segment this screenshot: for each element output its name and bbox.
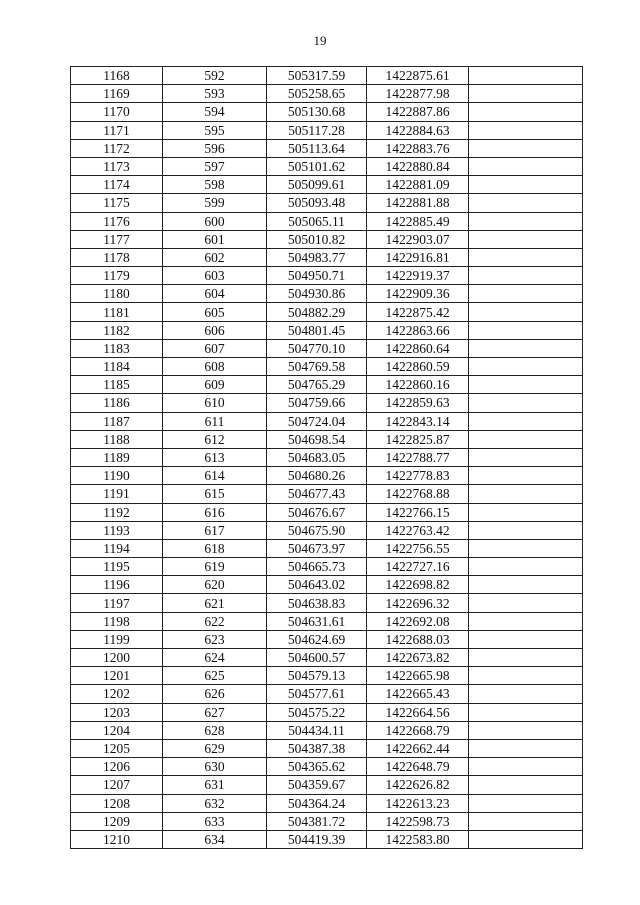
point-number-cell: 1172 <box>71 139 163 157</box>
empty-cell <box>469 758 583 776</box>
y-coordinate-cell: 1422909.36 <box>367 285 469 303</box>
point-id-cell: 592 <box>163 67 267 85</box>
x-coordinate-cell: 504624.69 <box>267 630 367 648</box>
y-coordinate-cell: 1422696.32 <box>367 594 469 612</box>
point-number-cell: 1175 <box>71 194 163 212</box>
point-number-cell: 1198 <box>71 612 163 630</box>
x-coordinate-cell: 504683.05 <box>267 448 367 466</box>
point-id-cell: 613 <box>163 448 267 466</box>
empty-cell <box>469 339 583 357</box>
point-number-cell: 1204 <box>71 721 163 739</box>
table-row <box>71 412 583 430</box>
table-row <box>71 67 583 85</box>
y-coordinate-cell: 1422877.98 <box>367 85 469 103</box>
table-row <box>71 121 583 139</box>
empty-cell <box>469 721 583 739</box>
x-coordinate-cell: 504577.61 <box>267 685 367 703</box>
empty-cell <box>469 321 583 339</box>
point-number-cell: 1195 <box>71 558 163 576</box>
point-id-cell: 615 <box>163 485 267 503</box>
point-number-cell: 1169 <box>71 85 163 103</box>
point-id-cell: 604 <box>163 285 267 303</box>
y-coordinate-cell: 1422863.66 <box>367 321 469 339</box>
table-row <box>71 539 583 557</box>
y-coordinate-cell: 1422860.64 <box>367 339 469 357</box>
point-id-cell: 616 <box>163 503 267 521</box>
point-id-cell: 631 <box>163 776 267 794</box>
point-number-cell: 1168 <box>71 67 163 85</box>
y-coordinate-cell: 1422881.88 <box>367 194 469 212</box>
empty-cell <box>469 412 583 430</box>
point-id-cell: 608 <box>163 358 267 376</box>
x-coordinate-cell: 504638.83 <box>267 594 367 612</box>
empty-cell <box>469 85 583 103</box>
table-row <box>71 339 583 357</box>
point-number-cell: 1206 <box>71 758 163 776</box>
point-id-cell: 595 <box>163 121 267 139</box>
empty-cell <box>469 285 583 303</box>
empty-cell <box>469 539 583 557</box>
table-row <box>71 721 583 739</box>
empty-cell <box>469 558 583 576</box>
point-number-cell: 1184 <box>71 358 163 376</box>
point-number-cell: 1171 <box>71 121 163 139</box>
point-number-cell: 1196 <box>71 576 163 594</box>
point-number-cell: 1188 <box>71 430 163 448</box>
table-row <box>71 139 583 157</box>
coordinate-table <box>70 66 583 849</box>
y-coordinate-cell: 1422648.79 <box>367 758 469 776</box>
empty-cell <box>469 103 583 121</box>
x-coordinate-cell: 505117.28 <box>267 121 367 139</box>
point-number-cell: 1186 <box>71 394 163 412</box>
table-row <box>71 630 583 648</box>
y-coordinate-cell: 1422688.03 <box>367 630 469 648</box>
empty-cell <box>469 503 583 521</box>
y-coordinate-cell: 1422766.15 <box>367 503 469 521</box>
point-id-cell: 614 <box>163 467 267 485</box>
y-coordinate-cell: 1422665.43 <box>367 685 469 703</box>
point-id-cell: 624 <box>163 649 267 667</box>
y-coordinate-cell: 1422626.82 <box>367 776 469 794</box>
empty-cell <box>469 521 583 539</box>
point-number-cell: 1197 <box>71 594 163 612</box>
point-number-cell: 1192 <box>71 503 163 521</box>
x-coordinate-cell: 504698.54 <box>267 430 367 448</box>
point-id-cell: 623 <box>163 630 267 648</box>
table-row <box>71 612 583 630</box>
table-row <box>71 739 583 757</box>
point-number-cell: 1208 <box>71 794 163 812</box>
table-row <box>71 448 583 466</box>
empty-cell <box>469 303 583 321</box>
x-coordinate-cell: 504387.38 <box>267 739 367 757</box>
empty-cell <box>469 157 583 175</box>
table-row <box>71 376 583 394</box>
x-coordinate-cell: 504381.72 <box>267 812 367 830</box>
point-id-cell: 617 <box>163 521 267 539</box>
table-row <box>71 230 583 248</box>
point-number-cell: 1193 <box>71 521 163 539</box>
empty-cell <box>469 812 583 830</box>
y-coordinate-cell: 1422881.09 <box>367 176 469 194</box>
point-id-cell: 609 <box>163 376 267 394</box>
point-id-cell: 626 <box>163 685 267 703</box>
table-row <box>71 703 583 721</box>
point-id-cell: 627 <box>163 703 267 721</box>
x-coordinate-cell: 504950.71 <box>267 267 367 285</box>
x-coordinate-cell: 505130.68 <box>267 103 367 121</box>
y-coordinate-cell: 1422662.44 <box>367 739 469 757</box>
point-number-cell: 1209 <box>71 812 163 830</box>
point-number-cell: 1179 <box>71 267 163 285</box>
table-row <box>71 649 583 667</box>
table-row <box>71 248 583 266</box>
point-number-cell: 1190 <box>71 467 163 485</box>
y-coordinate-cell: 1422883.76 <box>367 139 469 157</box>
table-row <box>71 521 583 539</box>
table-row <box>71 430 583 448</box>
empty-cell <box>469 430 583 448</box>
point-id-cell: 630 <box>163 758 267 776</box>
point-id-cell: 621 <box>163 594 267 612</box>
table-row <box>71 212 583 230</box>
table-row <box>71 303 583 321</box>
x-coordinate-cell: 504801.45 <box>267 321 367 339</box>
point-number-cell: 1207 <box>71 776 163 794</box>
point-number-cell: 1174 <box>71 176 163 194</box>
point-number-cell: 1177 <box>71 230 163 248</box>
x-coordinate-cell: 505099.61 <box>267 176 367 194</box>
x-coordinate-cell: 504930.86 <box>267 285 367 303</box>
point-id-cell: 601 <box>163 230 267 248</box>
y-coordinate-cell: 1422884.63 <box>367 121 469 139</box>
empty-cell <box>469 176 583 194</box>
x-coordinate-cell: 504631.61 <box>267 612 367 630</box>
table-body <box>71 67 583 849</box>
x-coordinate-cell: 504365.62 <box>267 758 367 776</box>
point-number-cell: 1202 <box>71 685 163 703</box>
point-number-cell: 1176 <box>71 212 163 230</box>
table-row <box>71 103 583 121</box>
table-row <box>71 467 583 485</box>
point-number-cell: 1182 <box>71 321 163 339</box>
empty-cell <box>469 121 583 139</box>
x-coordinate-cell: 505113.64 <box>267 139 367 157</box>
table-row <box>71 758 583 776</box>
point-number-cell: 1173 <box>71 157 163 175</box>
table-row <box>71 85 583 103</box>
empty-cell <box>469 212 583 230</box>
point-number-cell: 1170 <box>71 103 163 121</box>
empty-cell <box>469 448 583 466</box>
empty-cell <box>469 230 583 248</box>
empty-cell <box>469 776 583 794</box>
y-coordinate-cell: 1422887.86 <box>367 103 469 121</box>
y-coordinate-cell: 1422698.82 <box>367 576 469 594</box>
point-id-cell: 598 <box>163 176 267 194</box>
y-coordinate-cell: 1422916.81 <box>367 248 469 266</box>
x-coordinate-cell: 504677.43 <box>267 485 367 503</box>
y-coordinate-cell: 1422788.77 <box>367 448 469 466</box>
point-id-cell: 618 <box>163 539 267 557</box>
empty-cell <box>469 594 583 612</box>
x-coordinate-cell: 504769.58 <box>267 358 367 376</box>
y-coordinate-cell: 1422664.56 <box>367 703 469 721</box>
point-number-cell: 1203 <box>71 703 163 721</box>
x-coordinate-cell: 504643.02 <box>267 576 367 594</box>
x-coordinate-cell: 505101.62 <box>267 157 367 175</box>
point-id-cell: 599 <box>163 194 267 212</box>
point-id-cell: 605 <box>163 303 267 321</box>
point-number-cell: 1185 <box>71 376 163 394</box>
empty-cell <box>469 267 583 285</box>
y-coordinate-cell: 1422598.73 <box>367 812 469 830</box>
point-id-cell: 619 <box>163 558 267 576</box>
empty-cell <box>469 739 583 757</box>
y-coordinate-cell: 1422763.42 <box>367 521 469 539</box>
x-coordinate-cell: 504665.73 <box>267 558 367 576</box>
empty-cell <box>469 630 583 648</box>
y-coordinate-cell: 1422875.42 <box>367 303 469 321</box>
x-coordinate-cell: 504676.67 <box>267 503 367 521</box>
table-row <box>71 667 583 685</box>
x-coordinate-cell: 504882.29 <box>267 303 367 321</box>
empty-cell <box>469 467 583 485</box>
point-number-cell: 1180 <box>71 285 163 303</box>
table-row <box>71 157 583 175</box>
point-number-cell: 1199 <box>71 630 163 648</box>
empty-cell <box>469 139 583 157</box>
y-coordinate-cell: 1422919.37 <box>367 267 469 285</box>
empty-cell <box>469 358 583 376</box>
x-coordinate-cell: 504770.10 <box>267 339 367 357</box>
point-id-cell: 628 <box>163 721 267 739</box>
x-coordinate-cell: 505065.11 <box>267 212 367 230</box>
point-id-cell: 600 <box>163 212 267 230</box>
point-number-cell: 1210 <box>71 830 163 848</box>
point-id-cell: 620 <box>163 576 267 594</box>
x-coordinate-cell: 504675.90 <box>267 521 367 539</box>
point-id-cell: 597 <box>163 157 267 175</box>
empty-cell <box>469 794 583 812</box>
x-coordinate-cell: 505010.82 <box>267 230 367 248</box>
table-row <box>71 394 583 412</box>
table-row <box>71 503 583 521</box>
point-number-cell: 1191 <box>71 485 163 503</box>
empty-cell <box>469 649 583 667</box>
table-row <box>71 558 583 576</box>
table-row <box>71 776 583 794</box>
x-coordinate-cell: 504600.57 <box>267 649 367 667</box>
x-coordinate-cell: 504724.04 <box>267 412 367 430</box>
table-row <box>71 358 583 376</box>
y-coordinate-cell: 1422860.59 <box>367 358 469 376</box>
x-coordinate-cell: 504673.97 <box>267 539 367 557</box>
point-id-cell: 610 <box>163 394 267 412</box>
y-coordinate-cell: 1422665.98 <box>367 667 469 685</box>
x-coordinate-cell: 504983.77 <box>267 248 367 266</box>
x-coordinate-cell: 504419.39 <box>267 830 367 848</box>
y-coordinate-cell: 1422885.49 <box>367 212 469 230</box>
point-number-cell: 1183 <box>71 339 163 357</box>
y-coordinate-cell: 1422756.55 <box>367 539 469 557</box>
y-coordinate-cell: 1422583.80 <box>367 830 469 848</box>
empty-cell <box>469 485 583 503</box>
empty-cell <box>469 830 583 848</box>
point-id-cell: 612 <box>163 430 267 448</box>
y-coordinate-cell: 1422692.08 <box>367 612 469 630</box>
point-id-cell: 607 <box>163 339 267 357</box>
y-coordinate-cell: 1422843.14 <box>367 412 469 430</box>
y-coordinate-cell: 1422860.16 <box>367 376 469 394</box>
table-row <box>71 194 583 212</box>
empty-cell <box>469 394 583 412</box>
x-coordinate-cell: 505258.65 <box>267 85 367 103</box>
x-coordinate-cell: 504759.66 <box>267 394 367 412</box>
empty-cell <box>469 248 583 266</box>
point-number-cell: 1200 <box>71 649 163 667</box>
table-row <box>71 285 583 303</box>
x-coordinate-cell: 504680.26 <box>267 467 367 485</box>
table-row <box>71 830 583 848</box>
empty-cell <box>469 685 583 703</box>
x-coordinate-cell: 505317.59 <box>267 67 367 85</box>
point-number-cell: 1205 <box>71 739 163 757</box>
point-id-cell: 633 <box>163 812 267 830</box>
empty-cell <box>469 612 583 630</box>
table-row <box>71 267 583 285</box>
table-row <box>71 594 583 612</box>
table-row <box>71 485 583 503</box>
empty-cell <box>469 67 583 85</box>
table-row <box>71 685 583 703</box>
y-coordinate-cell: 1422727.16 <box>367 558 469 576</box>
point-id-cell: 634 <box>163 830 267 848</box>
y-coordinate-cell: 1422880.84 <box>367 157 469 175</box>
x-coordinate-cell: 505093.48 <box>267 194 367 212</box>
point-number-cell: 1178 <box>71 248 163 266</box>
x-coordinate-cell: 504359.67 <box>267 776 367 794</box>
x-coordinate-cell: 504579.13 <box>267 667 367 685</box>
point-id-cell: 593 <box>163 85 267 103</box>
empty-cell <box>469 576 583 594</box>
y-coordinate-cell: 1422903.07 <box>367 230 469 248</box>
y-coordinate-cell: 1422668.79 <box>367 721 469 739</box>
y-coordinate-cell: 1422825.87 <box>367 430 469 448</box>
point-id-cell: 629 <box>163 739 267 757</box>
empty-cell <box>469 194 583 212</box>
empty-cell <box>469 703 583 721</box>
point-id-cell: 606 <box>163 321 267 339</box>
point-number-cell: 1201 <box>71 667 163 685</box>
point-id-cell: 603 <box>163 267 267 285</box>
point-id-cell: 596 <box>163 139 267 157</box>
point-id-cell: 632 <box>163 794 267 812</box>
table-row <box>71 176 583 194</box>
x-coordinate-cell: 504364.24 <box>267 794 367 812</box>
empty-cell <box>469 667 583 685</box>
x-coordinate-cell: 504575.22 <box>267 703 367 721</box>
table-row <box>71 321 583 339</box>
point-number-cell: 1189 <box>71 448 163 466</box>
x-coordinate-cell: 504434.11 <box>267 721 367 739</box>
empty-cell <box>469 376 583 394</box>
table-row <box>71 794 583 812</box>
y-coordinate-cell: 1422859.63 <box>367 394 469 412</box>
y-coordinate-cell: 1422778.83 <box>367 467 469 485</box>
point-id-cell: 594 <box>163 103 267 121</box>
point-id-cell: 611 <box>163 412 267 430</box>
y-coordinate-cell: 1422768.88 <box>367 485 469 503</box>
table-row <box>71 576 583 594</box>
x-coordinate-cell: 504765.29 <box>267 376 367 394</box>
y-coordinate-cell: 1422673.82 <box>367 649 469 667</box>
page-number: 19 <box>313 33 327 48</box>
y-coordinate-cell: 1422875.61 <box>367 67 469 85</box>
y-coordinate-cell: 1422613.23 <box>367 794 469 812</box>
point-number-cell: 1187 <box>71 412 163 430</box>
table-row <box>71 812 583 830</box>
point-number-cell: 1194 <box>71 539 163 557</box>
point-id-cell: 602 <box>163 248 267 266</box>
point-id-cell: 622 <box>163 612 267 630</box>
point-id-cell: 625 <box>163 667 267 685</box>
point-number-cell: 1181 <box>71 303 163 321</box>
